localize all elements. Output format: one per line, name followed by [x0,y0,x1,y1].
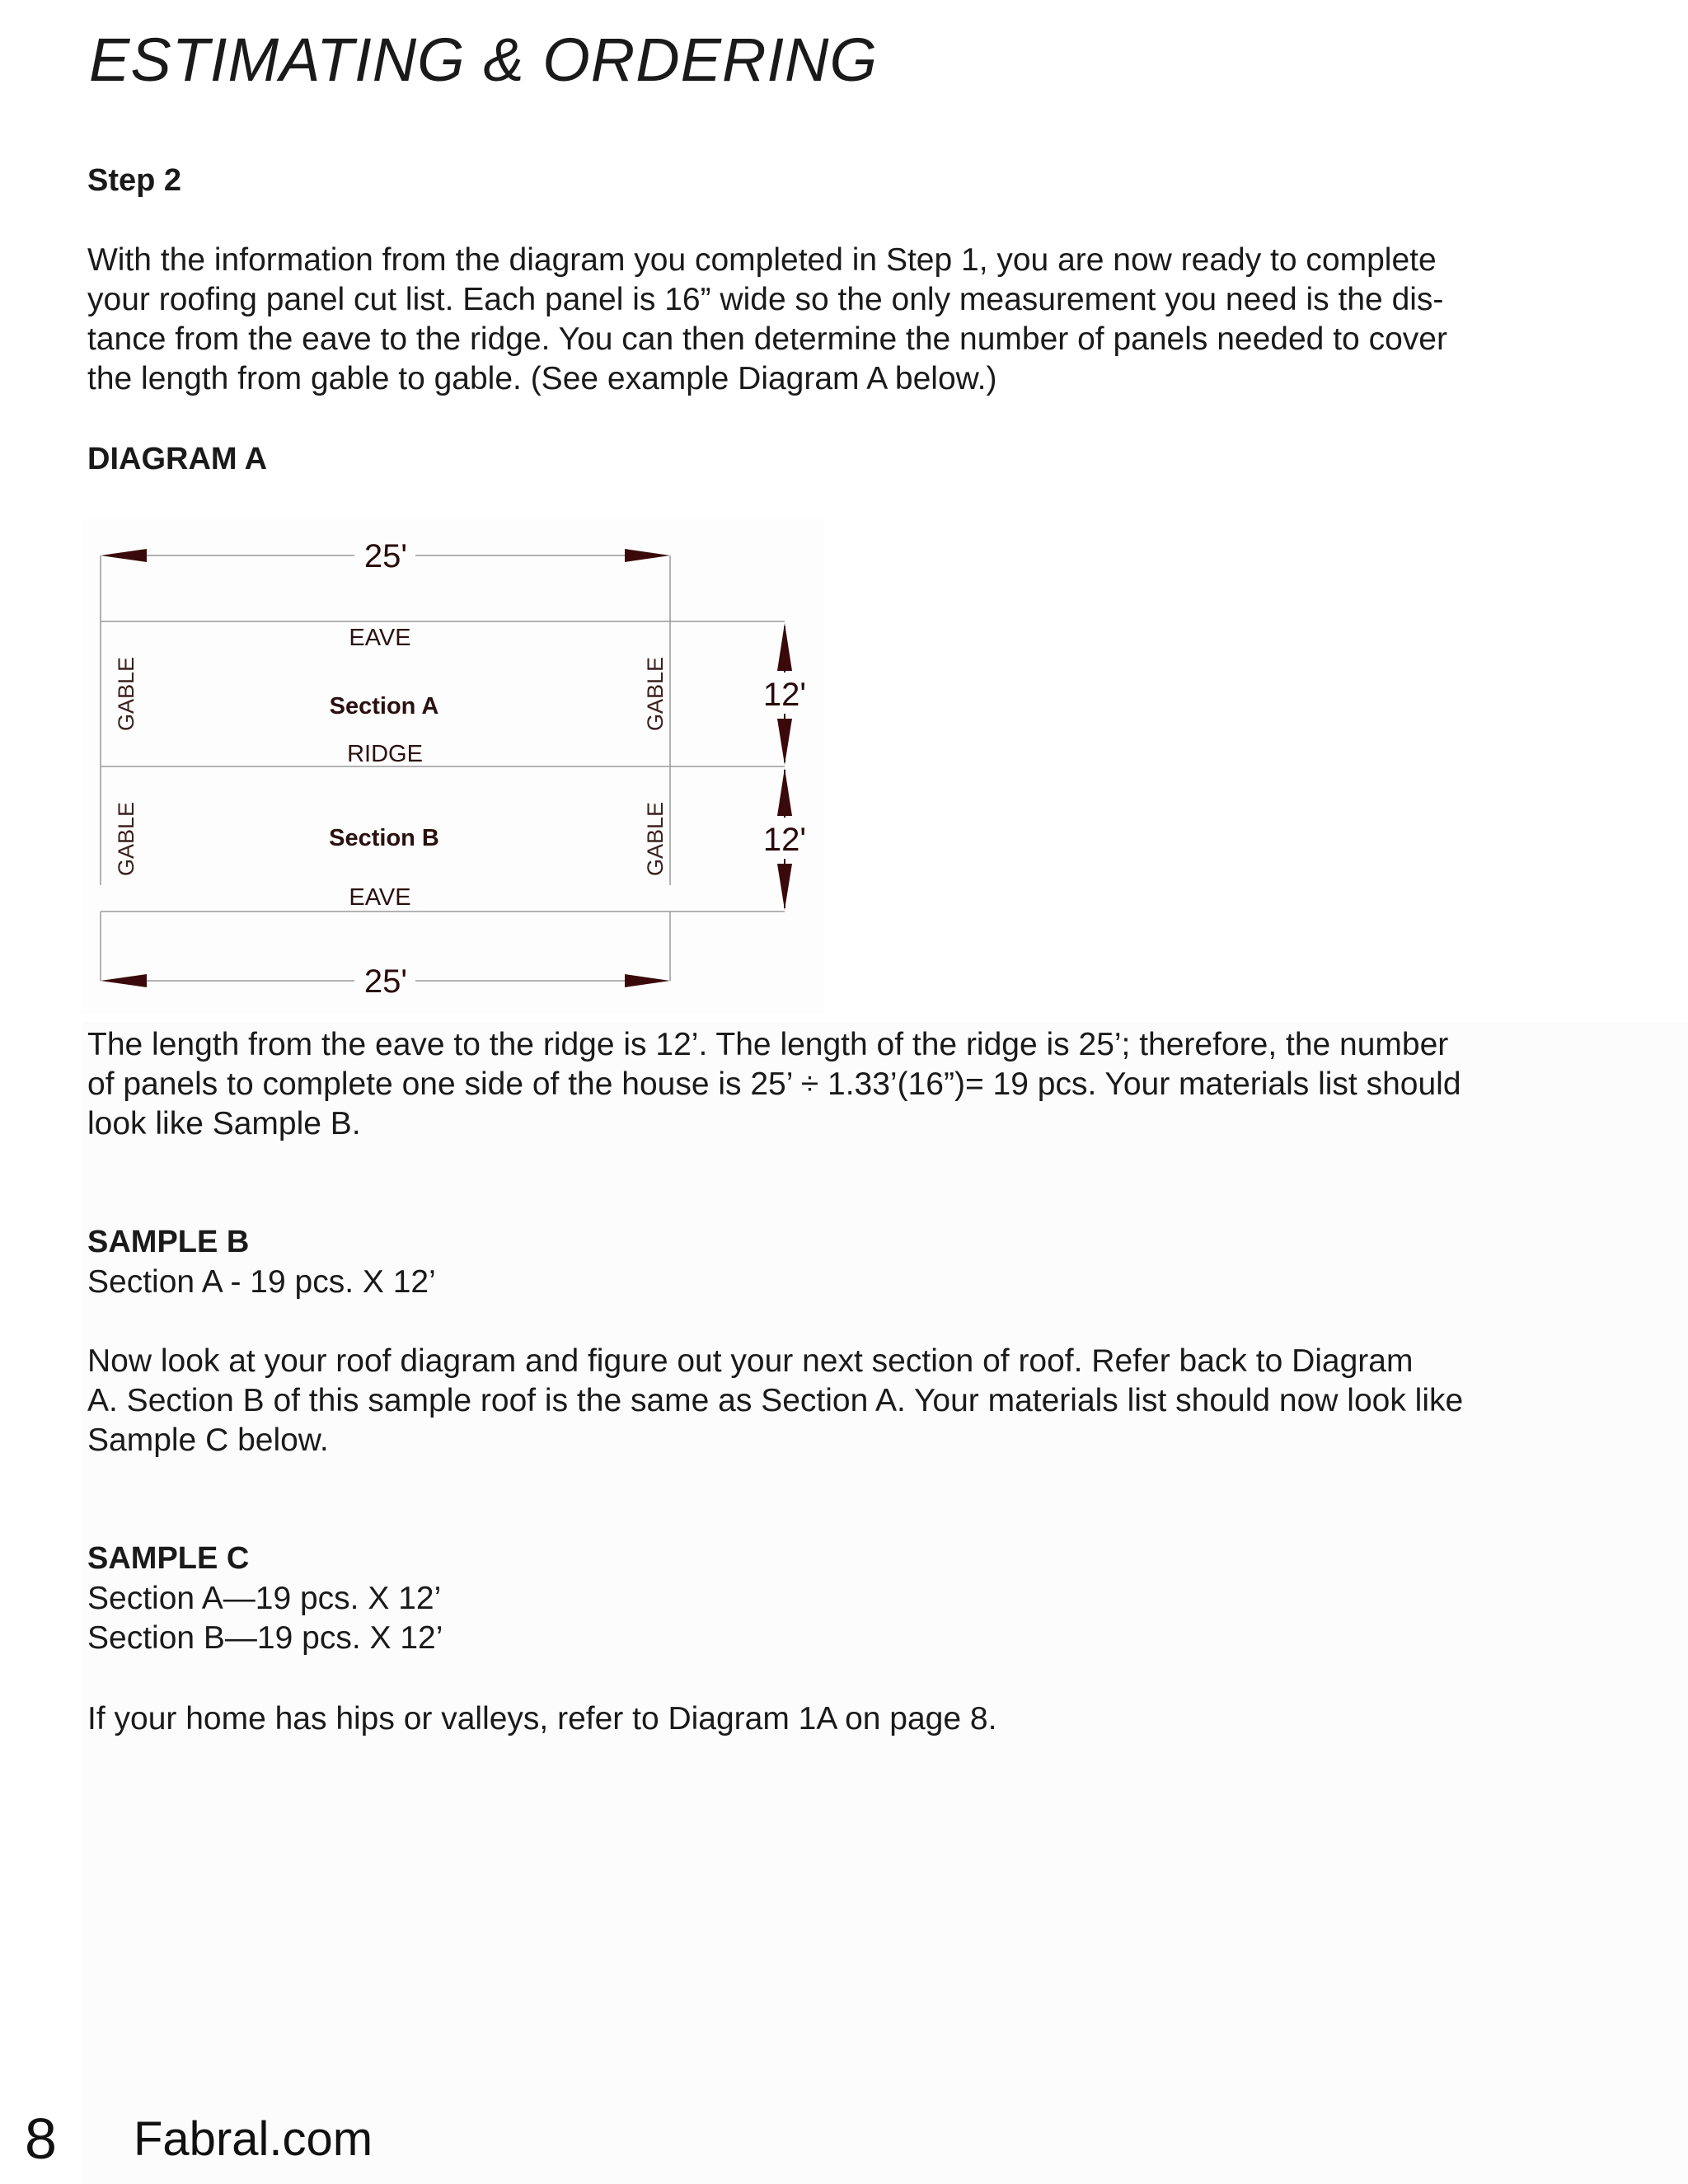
paragraph-line: Sample C below. [87,1422,329,1458]
page-title: ESTIMATING & ORDERING [89,26,879,94]
step-heading: Step 2 [87,163,182,198]
explanation-paragraph [87,1025,1461,1144]
eave-top-label: EAVE [349,625,411,651]
section-a-label: Section A [329,693,439,719]
step-intro-paragraph [87,241,1447,399]
eave-bottom-label: EAVE [349,884,411,911]
sample-b-heading: SAMPLE B [87,1225,250,1259]
paragraph-line: your roofing panel cut list. Each panel is 16” wide so the only measurement you need is the dis- [87,282,1444,317]
paragraph-line: With the information from the diagram you completed in Step 1, you are now ready to complete [87,242,1437,278]
paragraph-line: tance from the eave to the ridge. You can then determine the number of panels needed to cover [87,321,1447,357]
list-item: Section A—19 pcs. X 12’ [87,1581,442,1616]
section-b-height-label: 12' [762,822,807,858]
paragraph-line: The length from the eave to the ridge is 12’. The length of the ridge is 25’; therefore, the number [87,1027,1449,1062]
page-number: 8 [25,2107,57,2171]
section-a-height-label: 12' [762,677,807,713]
list-item: Section A - 19 pcs. X 12’ [87,1264,436,1300]
sample-c-heading: SAMPLE C [87,1541,250,1576]
paragraph-line: If your home has hips or valleys, refer to Diagram 1A on page 8. [87,1701,997,1736]
sample-b-list [87,1263,436,1302]
top-width-label: 25' [363,538,408,574]
website-label: Fabral.com [134,2112,373,2166]
paragraph-line: the length from gable to gable. (See example Diagram A below.) [87,361,997,396]
gable-label-left-a: GABLE [114,656,138,732]
diagram-a-heading: DIAGRAM A [87,442,268,476]
closing-paragraph [87,1699,996,1739]
gable-label-left-b: GABLE [114,801,138,877]
section-b-label: Section B [329,825,439,851]
sample-c-list [87,1579,443,1658]
paragraph-line: A. Section B of this sample roof is the same as Section A. Your materials list should now look like [87,1383,1464,1418]
diagram-a [82,519,841,1014]
paragraph-line: look like Sample B. [87,1106,361,1141]
list-item: Section B—19 pcs. X 12’ [87,1620,443,1656]
paragraph-line: Now look at your roof diagram and figure out your next section of roof. Refer back to Diagram [87,1343,1414,1379]
gable-label-right-a: GABLE [643,656,668,732]
bottom-width-label: 25' [363,963,408,1000]
ridge-label: RIDGE [347,741,423,767]
next-section-paragraph [87,1342,1463,1460]
gable-label-right-b: GABLE [643,801,668,877]
paragraph-line: of panels to complete one side of the house is 25’ ÷ 1.33’(16”)= 19 pcs. Your materials list should [87,1066,1461,1102]
